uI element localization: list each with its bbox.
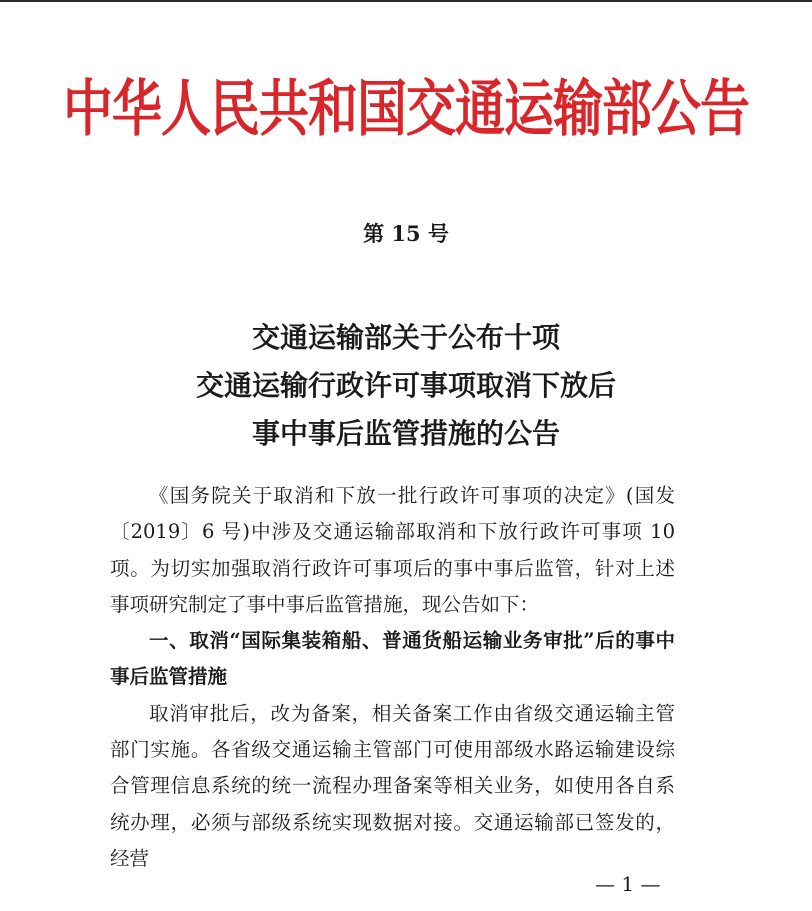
section-1-heading: 一、取消“国际集装箱船、普通货船运输业务审批”后的事中事后监管措施 bbox=[110, 629, 675, 689]
title-line-3: 事中事后监管措施的公告 bbox=[251, 417, 560, 450]
page-number: — 1 — bbox=[595, 872, 661, 896]
title-line-2: 交通运输行政许可事项取消下放后 bbox=[195, 369, 616, 402]
document-number: 第 15 号 bbox=[363, 221, 449, 246]
document-body bbox=[110, 478, 675, 877]
document-title bbox=[0, 314, 812, 458]
document-masthead: 中华人民共和国交通运输部公告 bbox=[63, 72, 749, 145]
intro-paragraph: 《国务院关于取消和下放一批行政许可事项的决定》(国发〔2019〕6 号)中涉及交通运输部取消和下放行政许可事项 10 项。为切实加强取消行政许可事项后的事中事后监管，针对上述事项研究制定了事中事后监管措施，现公告如下： bbox=[110, 484, 675, 616]
section-1-paragraph: 取消审批后，改为备案，相关备案工作由省级交通运输主管部门实施。各省级交通运输主管部门可使用部级水路运输建设综合管理信息系统的统一流程办理备案等相关业务，如使用各自系统办理，必须与部级系统实现数据对接。交通运输部已签发的，经营 bbox=[110, 701, 675, 870]
top-border-rule bbox=[0, 0, 812, 2]
title-line-1: 交通运输部关于公布十项 bbox=[251, 321, 560, 354]
